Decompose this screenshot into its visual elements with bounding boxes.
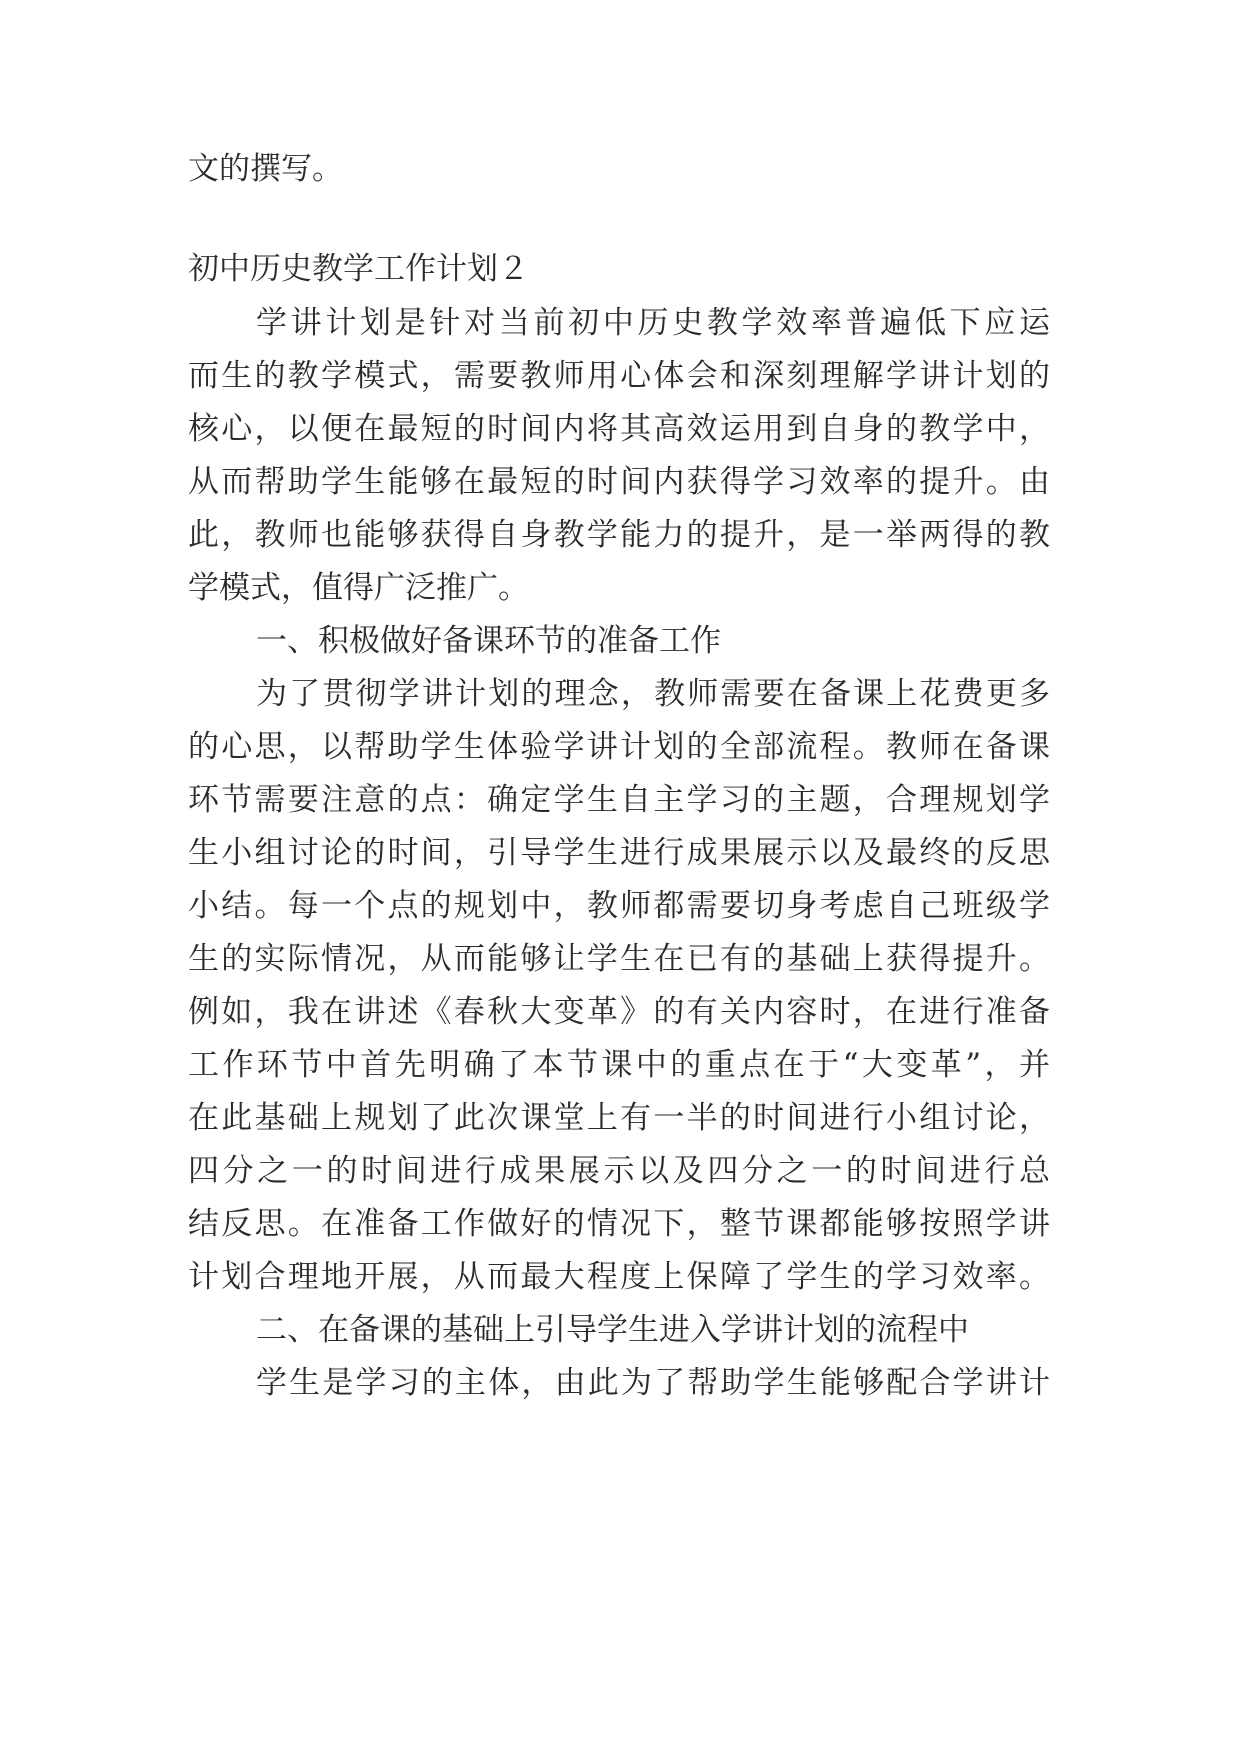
body-line: 四分之一的时间进行成果展示以及四分之一的时间进行总 bbox=[188, 1153, 1050, 1189]
body-line: 从而帮助学生能够在最短的时间内获得学习效率的提升。由 bbox=[188, 464, 1050, 500]
body-line: 计划合理地开展，从而最大程度上保障了学生的学习效率。 bbox=[188, 1259, 1050, 1295]
body-line: 而生的教学模式，需要教师用心体会和深刻理解学讲计划的 bbox=[188, 358, 1050, 394]
body-line: 工作环节中首先明确了本节课中的重点在于“大变革”，并 bbox=[188, 1047, 1050, 1083]
body-line: 此，教师也能够获得自身教学能力的提升，是一举两得的教 bbox=[188, 517, 1050, 553]
subheading: 二、在备课的基础上引导学生进入学讲计划的流程中 bbox=[256, 1312, 969, 1348]
body-line: 小结。每一个点的规划中，教师都需要切身考虑自己班级学 bbox=[188, 888, 1050, 924]
body-line: 例如，我在讲述《春秋大变革》的有关内容时，在进行准备 bbox=[188, 994, 1050, 1030]
body-line: 学生是学习的主体，由此为了帮助学生能够配合学讲计 bbox=[256, 1365, 1050, 1401]
body-line: 生小组讨论的时间，引导学生进行成果展示以及最终的反思 bbox=[188, 835, 1050, 871]
body-line: 生的实际情况，从而能够让学生在已有的基础上获得提升。 bbox=[188, 941, 1050, 977]
body-line: 学讲计划是针对当前初中历史教学效率普遍低下应运 bbox=[256, 305, 1050, 341]
body-line: 学模式，值得广泛推广。 bbox=[188, 570, 529, 606]
body-line: 的心思，以帮助学生体验学讲计划的全部流程。教师在备课 bbox=[188, 729, 1050, 765]
body-line: 核心，以便在最短的时间内将其高效运用到自身的教学中， bbox=[188, 411, 1050, 447]
body-line: 结反思。在准备工作做好的情况下，整节课都能够按照学讲 bbox=[188, 1206, 1050, 1242]
body-line: 环节需要注意的点：确定学生自主学习的主题，合理规划学 bbox=[188, 782, 1050, 818]
body-line: 为了贯彻学讲计划的理念，教师需要在备课上花费更多 bbox=[256, 676, 1050, 712]
body-line: 在此基础上规划了此次课堂上有一半的时间进行小组讨论， bbox=[188, 1100, 1050, 1136]
section-title: 初中历史教学工作计划２ bbox=[188, 251, 529, 287]
continuation-line: 文的撰写。 bbox=[188, 151, 343, 187]
subheading: 一、积极做好备课环节的准备工作 bbox=[256, 623, 721, 659]
